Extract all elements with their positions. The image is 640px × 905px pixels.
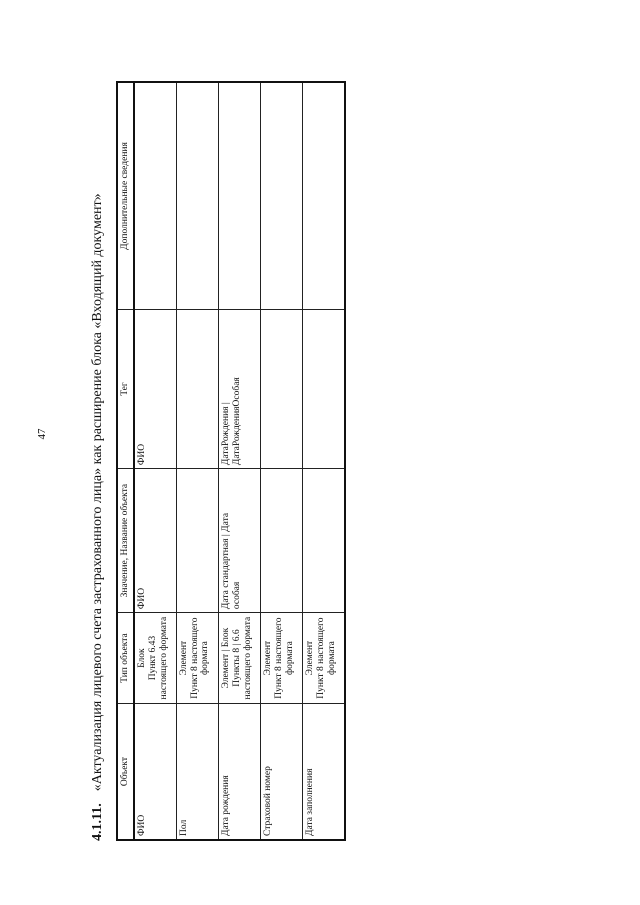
table-cell: Пол bbox=[176, 704, 218, 840]
header-cell: Дополнительные сведения bbox=[117, 82, 134, 309]
table-header-row bbox=[117, 82, 134, 840]
section-heading bbox=[88, 81, 108, 841]
table-cell: Страховой номер bbox=[261, 704, 303, 840]
table-cell: ФИО bbox=[134, 309, 176, 468]
section-title: «Актуализация лицевого счета застрахованного лица» как расширение блока «Входящий документ» bbox=[90, 193, 105, 792]
table-cell bbox=[303, 82, 345, 309]
table-cell bbox=[303, 469, 345, 613]
table-cell bbox=[176, 82, 218, 309]
table-row bbox=[134, 82, 176, 840]
table-cell bbox=[261, 82, 303, 309]
table-cell bbox=[218, 82, 260, 309]
table-cell: Элемент Пункт 8 настоящего формата bbox=[303, 613, 345, 704]
table-cell: Дата стандартная | Дата особая bbox=[218, 469, 260, 613]
table-cell bbox=[261, 309, 303, 468]
table-cell bbox=[261, 469, 303, 613]
header-cell: Тег bbox=[117, 309, 134, 468]
table-row bbox=[176, 82, 218, 840]
header-cell: Тип объекта bbox=[117, 613, 134, 704]
table-row bbox=[218, 82, 260, 840]
table-cell: Дата заполнения bbox=[303, 704, 345, 840]
table-cell bbox=[176, 469, 218, 613]
object-table bbox=[116, 81, 346, 841]
header-cell: Значение, Название объекта bbox=[117, 469, 134, 613]
table-cell: Блок Пункт 6.43 настоящего формата bbox=[134, 613, 176, 704]
table-cell bbox=[176, 309, 218, 468]
table-row bbox=[261, 82, 303, 840]
table-cell: Дата рождения bbox=[218, 704, 260, 840]
table-cell: Элемент Пункт 8 настоящего формата bbox=[176, 613, 218, 704]
table-cell: ДатаРождения | ДатаРожденияОсобая bbox=[218, 309, 260, 468]
table-cell: Элемент Пункт 8 настоящего формата bbox=[261, 613, 303, 704]
table-cell bbox=[303, 309, 345, 468]
rotated-page-content bbox=[88, 81, 348, 841]
table-cell: ФИО bbox=[134, 704, 176, 840]
table-row bbox=[303, 82, 345, 840]
table-cell bbox=[134, 82, 176, 309]
page-number: 47 bbox=[36, 428, 48, 440]
header-cell: Объект bbox=[117, 704, 134, 840]
section-number: 4.1.11. bbox=[90, 803, 105, 841]
table-cell: Элемент | Блок Пункты 8 | 6.6 настоящего формата bbox=[218, 613, 260, 704]
table-cell: ФИО bbox=[134, 469, 176, 613]
